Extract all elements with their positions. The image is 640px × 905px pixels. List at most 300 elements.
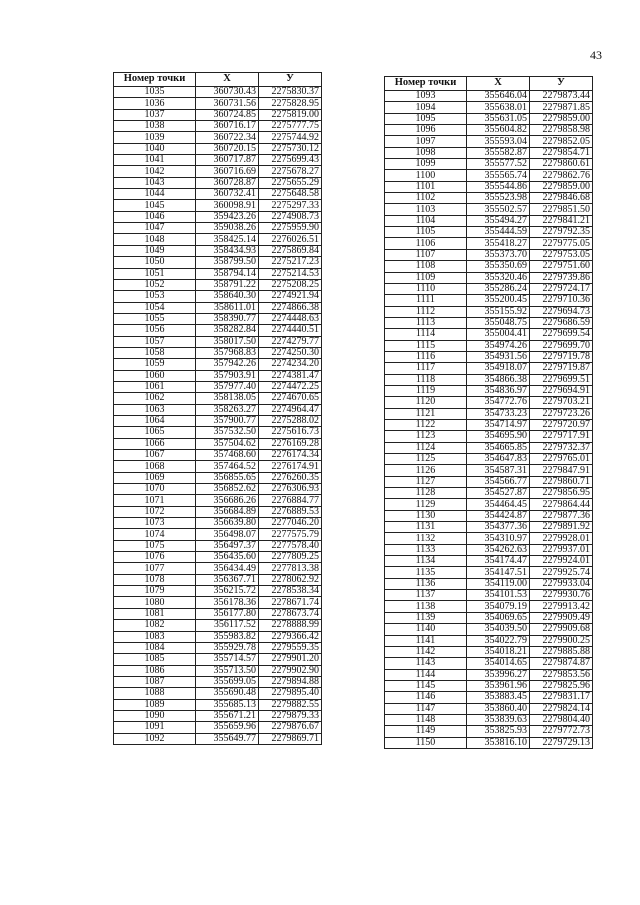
cell-point-number: 1125 [385, 454, 467, 465]
cell-point-number: 1108 [385, 261, 467, 272]
cell-y: 2279710.36 [530, 295, 593, 306]
cell-y: 2279717.91 [530, 431, 593, 442]
cell-x: 360730.43 [196, 87, 259, 98]
cell-y: 2279751.60 [530, 261, 593, 272]
table-row [114, 665, 322, 676]
cell-y: 2275819.00 [259, 109, 322, 120]
table-row [385, 215, 593, 226]
cell-point-number: 1136 [385, 578, 467, 589]
cell-x: 354931.56 [467, 351, 530, 362]
cell-y: 2279874.87 [530, 658, 593, 669]
cell-x: 359038.26 [196, 223, 259, 234]
table-row [114, 336, 322, 347]
cell-y: 2275288.02 [259, 415, 322, 426]
cell-point-number: 1042 [114, 166, 196, 177]
table-row [114, 143, 322, 154]
cell-point-number: 1049 [114, 245, 196, 256]
cell-point-number: 1087 [114, 676, 196, 687]
cell-x: 360716.69 [196, 166, 259, 177]
cell-x: 354069.65 [467, 612, 530, 623]
cell-point-number: 1073 [114, 518, 196, 529]
cell-point-number: 1035 [114, 87, 196, 98]
cell-point-number: 1135 [385, 567, 467, 578]
cell-point-number: 1143 [385, 658, 467, 669]
table-row [114, 98, 322, 109]
cell-x: 354527.87 [467, 488, 530, 499]
table-row [385, 272, 593, 283]
cell-point-number: 1127 [385, 476, 467, 487]
cell-x: 355418.27 [467, 238, 530, 249]
table-row [385, 590, 593, 601]
cell-y: 2278538.34 [259, 586, 322, 597]
table-row [114, 450, 322, 461]
cell-x: 355929.78 [196, 642, 259, 653]
cell-point-number: 1130 [385, 510, 467, 521]
cell-x: 354022.79 [467, 635, 530, 646]
table-row [114, 472, 322, 483]
cell-point-number: 1096 [385, 125, 467, 136]
table-row [385, 91, 593, 102]
cell-x: 356686.26 [196, 495, 259, 506]
cell-y: 2279909.49 [530, 612, 593, 623]
cell-x: 355577.52 [467, 159, 530, 170]
cell-y: 2279847.91 [530, 465, 593, 476]
cell-point-number: 1074 [114, 529, 196, 540]
table-row [114, 302, 322, 313]
cell-point-number: 1088 [114, 688, 196, 699]
cell-x: 354772.76 [467, 397, 530, 408]
table-row [385, 431, 593, 442]
cell-x: 355350.69 [467, 261, 530, 272]
table-row [385, 737, 593, 748]
cell-point-number: 1110 [385, 283, 467, 294]
cell-x: 360720.15 [196, 143, 259, 154]
cell-y: 2275297.33 [259, 200, 322, 211]
cell-point-number: 1147 [385, 703, 467, 714]
cell-point-number: 1120 [385, 397, 467, 408]
cell-point-number: 1098 [385, 147, 467, 158]
cell-y: 2279902.90 [259, 665, 322, 676]
cell-y: 2279876.67 [259, 722, 322, 733]
cell-y: 2274908.73 [259, 211, 322, 222]
cell-point-number: 1064 [114, 415, 196, 426]
cell-point-number: 1059 [114, 359, 196, 370]
cell-y: 2279366.42 [259, 631, 322, 642]
table-row [385, 317, 593, 328]
cell-point-number: 1072 [114, 506, 196, 517]
cell-point-number: 1075 [114, 540, 196, 551]
cell-x: 358799.50 [196, 257, 259, 268]
cell-x: 357968.83 [196, 347, 259, 358]
cell-y: 2274250.30 [259, 347, 322, 358]
coordinates-table-right [384, 76, 593, 749]
cell-y: 2279894.88 [259, 676, 322, 687]
cell-x: 355373.70 [467, 249, 530, 260]
cell-point-number: 1109 [385, 272, 467, 283]
table-row [114, 676, 322, 687]
cell-y: 2274866.38 [259, 302, 322, 313]
cell-x: 360731.56 [196, 98, 259, 109]
table-row [114, 381, 322, 392]
cell-point-number: 1132 [385, 533, 467, 544]
table-row [385, 329, 593, 340]
cell-point-number: 1053 [114, 291, 196, 302]
cell-y: 2274921.94 [259, 291, 322, 302]
cell-y: 2276260.35 [259, 472, 322, 483]
cell-y: 2276306.93 [259, 484, 322, 495]
cell-x: 358017.50 [196, 336, 259, 347]
cell-y: 2279846.68 [530, 193, 593, 204]
cell-point-number: 1057 [114, 336, 196, 347]
cell-y: 2279694.73 [530, 306, 593, 317]
table-row [114, 325, 322, 336]
cell-point-number: 1134 [385, 556, 467, 567]
cell-y: 2275699.43 [259, 155, 322, 166]
cell-point-number: 1067 [114, 450, 196, 461]
cell-point-number: 1085 [114, 654, 196, 665]
table-row [385, 510, 593, 521]
cell-x: 360722.34 [196, 132, 259, 143]
cell-y: 2279686.59 [530, 317, 593, 328]
cell-x: 360716.17 [196, 121, 259, 132]
cell-x: 353961.96 [467, 680, 530, 691]
cell-point-number: 1044 [114, 189, 196, 200]
header-point-number: Номер точки [114, 73, 196, 87]
cell-point-number: 1126 [385, 465, 467, 476]
cell-x: 355671.21 [196, 710, 259, 721]
header-y: У [259, 73, 322, 87]
table-row [385, 522, 593, 533]
cell-y: 2279873.44 [530, 91, 593, 102]
cell-y: 2275730.12 [259, 143, 322, 154]
table-row [114, 733, 322, 744]
table-row [385, 692, 593, 703]
cell-y: 2279933.04 [530, 578, 593, 589]
cell-y: 2274472.25 [259, 381, 322, 392]
cell-y: 2279719.87 [530, 363, 593, 374]
cell-point-number: 1046 [114, 211, 196, 222]
cell-x: 354714.97 [467, 419, 530, 430]
cell-point-number: 1058 [114, 347, 196, 358]
cell-y: 2276884.77 [259, 495, 322, 506]
cell-x: 355714.57 [196, 654, 259, 665]
cell-y: 2279699.51 [530, 374, 593, 385]
cell-point-number: 1141 [385, 635, 467, 646]
cell-y: 2277046.20 [259, 518, 322, 529]
cell-point-number: 1100 [385, 170, 467, 181]
cell-point-number: 1133 [385, 544, 467, 555]
cell-x: 355004.41 [467, 329, 530, 340]
cell-point-number: 1115 [385, 340, 467, 351]
cell-point-number: 1119 [385, 385, 467, 396]
cell-y: 2279925.74 [530, 567, 593, 578]
cell-point-number: 1050 [114, 257, 196, 268]
cell-point-number: 1122 [385, 419, 467, 430]
cell-y: 2279775.05 [530, 238, 593, 249]
cell-y: 2277575.79 [259, 529, 322, 540]
cell-y: 2275655.29 [259, 177, 322, 188]
cell-x: 354079.19 [467, 601, 530, 612]
cell-x: 357532.50 [196, 427, 259, 438]
cell-x: 355320.46 [467, 272, 530, 283]
cell-point-number: 1123 [385, 431, 467, 442]
cell-point-number: 1129 [385, 499, 467, 510]
cell-x: 354464.45 [467, 499, 530, 510]
cell-y: 2274448.63 [259, 313, 322, 324]
cell-y: 2279753.05 [530, 249, 593, 260]
cell-y: 2275217.23 [259, 257, 322, 268]
cell-x: 357464.52 [196, 461, 259, 472]
table-row [114, 495, 322, 506]
cell-y: 2279699.70 [530, 340, 593, 351]
cell-point-number: 1092 [114, 733, 196, 744]
table-row [114, 518, 322, 529]
table-row [114, 155, 322, 166]
cell-y: 2275959.90 [259, 223, 322, 234]
table-row [114, 313, 322, 324]
table-row [385, 238, 593, 249]
cell-x: 356367.71 [196, 574, 259, 585]
coordinates-table-left [113, 72, 322, 745]
cell-y: 2279864.44 [530, 499, 593, 510]
cell-y: 2276174.34 [259, 450, 322, 461]
cell-x: 355659.96 [196, 722, 259, 733]
cell-y: 2278888.99 [259, 620, 322, 631]
table-row [114, 552, 322, 563]
cell-point-number: 1084 [114, 642, 196, 653]
table-row [114, 177, 322, 188]
cell-x: 357903.91 [196, 370, 259, 381]
cell-x: 355155.92 [467, 306, 530, 317]
cell-y: 2275744.92 [259, 132, 322, 143]
cell-y: 2276174.91 [259, 461, 322, 472]
cell-x: 358794.14 [196, 268, 259, 279]
table-row [114, 200, 322, 211]
cell-point-number: 1105 [385, 227, 467, 238]
cell-point-number: 1069 [114, 472, 196, 483]
table-row [385, 374, 593, 385]
cell-y: 2279909.68 [530, 624, 593, 635]
cell-x: 355646.04 [467, 91, 530, 102]
table-header-row [114, 73, 322, 87]
cell-y: 2275648.58 [259, 189, 322, 200]
cell-y: 2274964.47 [259, 404, 322, 415]
cell-point-number: 1093 [385, 91, 467, 102]
cell-y: 2276889.53 [259, 506, 322, 517]
cell-y: 2279825.96 [530, 680, 593, 691]
table-row [385, 533, 593, 544]
cell-x: 355200.45 [467, 295, 530, 306]
cell-x: 354974.26 [467, 340, 530, 351]
cell-x: 356855.65 [196, 472, 259, 483]
cell-y: 2279877.36 [530, 510, 593, 521]
cell-x: 360732.41 [196, 189, 259, 200]
table-row [385, 147, 593, 158]
cell-point-number: 1083 [114, 631, 196, 642]
cell-y: 2278673.74 [259, 608, 322, 619]
cell-point-number: 1045 [114, 200, 196, 211]
cell-x: 356435.60 [196, 552, 259, 563]
table-row [385, 113, 593, 124]
table-row [385, 703, 593, 714]
cell-x: 355983.82 [196, 631, 259, 642]
table-header-row [385, 77, 593, 91]
cell-y: 2275616.73 [259, 427, 322, 438]
cell-point-number: 1062 [114, 393, 196, 404]
cell-point-number: 1137 [385, 590, 467, 601]
cell-point-number: 1145 [385, 680, 467, 691]
cell-x: 354039.50 [467, 624, 530, 635]
table-row [385, 170, 593, 181]
cell-point-number: 1112 [385, 306, 467, 317]
table-row [385, 556, 593, 567]
cell-point-number: 1039 [114, 132, 196, 143]
cell-y: 2276169.28 [259, 438, 322, 449]
cell-x: 355286.24 [467, 283, 530, 294]
cell-point-number: 1104 [385, 215, 467, 226]
cell-x: 357900.77 [196, 415, 259, 426]
table-row [114, 279, 322, 290]
cell-x: 354377.36 [467, 522, 530, 533]
cell-x: 354866.38 [467, 374, 530, 385]
cell-point-number: 1037 [114, 109, 196, 120]
cell-y: 2279901.20 [259, 654, 322, 665]
cell-y: 2279860.71 [530, 476, 593, 487]
cell-point-number: 1144 [385, 669, 467, 680]
cell-x: 360724.85 [196, 109, 259, 120]
table-row [114, 189, 322, 200]
table-row [385, 204, 593, 215]
cell-x: 355631.05 [467, 113, 530, 124]
cell-x: 354836.97 [467, 385, 530, 396]
cell-x: 355444.59 [467, 227, 530, 238]
cell-x: 356639.80 [196, 518, 259, 529]
table-row [385, 306, 593, 317]
cell-point-number: 1128 [385, 488, 467, 499]
cell-x: 354733.23 [467, 408, 530, 419]
cell-y: 2279851.50 [530, 204, 593, 215]
cell-point-number: 1139 [385, 612, 467, 623]
cell-x: 356852.62 [196, 484, 259, 495]
table-row [385, 340, 593, 351]
cell-x: 353816.10 [467, 737, 530, 748]
cell-point-number: 1040 [114, 143, 196, 154]
table-row [385, 442, 593, 453]
page-number: 43 [590, 48, 602, 62]
cell-x: 354566.77 [467, 476, 530, 487]
table-row [385, 601, 593, 612]
cell-y: 2279703.21 [530, 397, 593, 408]
cell-x: 358138.05 [196, 393, 259, 404]
cell-y: 2277813.38 [259, 563, 322, 574]
cell-point-number: 1063 [114, 404, 196, 415]
cell-point-number: 1118 [385, 374, 467, 385]
cell-x: 353825.93 [467, 726, 530, 737]
cell-y: 2279858.98 [530, 125, 593, 136]
cell-x: 356117.52 [196, 620, 259, 631]
cell-y: 2274670.65 [259, 393, 322, 404]
table-row [385, 159, 593, 170]
table-row [385, 499, 593, 510]
cell-x: 354147.51 [467, 567, 530, 578]
table-row [114, 563, 322, 574]
cell-y: 2275828.95 [259, 98, 322, 109]
cell-x: 357504.62 [196, 438, 259, 449]
table-row [385, 680, 593, 691]
table-row [385, 454, 593, 465]
cell-y: 2275777.75 [259, 121, 322, 132]
table-row [114, 699, 322, 710]
cell-x: 356498.07 [196, 529, 259, 540]
cell-x: 355544.86 [467, 181, 530, 192]
cell-y: 2277578.40 [259, 540, 322, 551]
cell-point-number: 1055 [114, 313, 196, 324]
cell-point-number: 1148 [385, 714, 467, 725]
cell-point-number: 1066 [114, 438, 196, 449]
table-row [114, 359, 322, 370]
cell-x: 355582.87 [467, 147, 530, 158]
cell-x: 356215.72 [196, 586, 259, 597]
table-row [385, 635, 593, 646]
cell-point-number: 1114 [385, 329, 467, 340]
table-row [114, 484, 322, 495]
cell-x: 360728.87 [196, 177, 259, 188]
cell-point-number: 1043 [114, 177, 196, 188]
table-row [114, 654, 322, 665]
cell-x: 354014.65 [467, 658, 530, 669]
cell-y: 2279804.40 [530, 714, 593, 725]
cell-point-number: 1140 [385, 624, 467, 635]
cell-y: 2279853.56 [530, 669, 593, 680]
cell-x: 358263.27 [196, 404, 259, 415]
cell-x: 358791.22 [196, 279, 259, 290]
table-row [114, 223, 322, 234]
cell-point-number: 1061 [114, 381, 196, 392]
cell-y: 2279930.76 [530, 590, 593, 601]
cell-point-number: 1094 [385, 102, 467, 113]
cell-x: 353860.40 [467, 703, 530, 714]
cell-y: 2279699.54 [530, 329, 593, 340]
cell-x: 355048.75 [467, 317, 530, 328]
table-row [114, 710, 322, 721]
cell-point-number: 1101 [385, 181, 467, 192]
cell-x: 360717.87 [196, 155, 259, 166]
table-row [114, 109, 322, 120]
cell-y: 2279831.17 [530, 692, 593, 703]
cell-x: 355604.82 [467, 125, 530, 136]
cell-x: 354018.21 [467, 646, 530, 657]
table-row [114, 132, 322, 143]
cell-x: 356434.49 [196, 563, 259, 574]
cell-y: 2279900.25 [530, 635, 593, 646]
cell-point-number: 1077 [114, 563, 196, 574]
cell-y: 2279729.13 [530, 737, 593, 748]
table-row [385, 193, 593, 204]
cell-x: 356177.80 [196, 608, 259, 619]
cell-point-number: 1142 [385, 646, 467, 657]
cell-y: 2279765.01 [530, 454, 593, 465]
cell-y: 2274381.47 [259, 370, 322, 381]
cell-x: 355494.27 [467, 215, 530, 226]
table-row [385, 385, 593, 396]
cell-x: 355699.05 [196, 676, 259, 687]
table-row [385, 249, 593, 260]
table-row [114, 370, 322, 381]
cell-y: 2275678.27 [259, 166, 322, 177]
cell-point-number: 1070 [114, 484, 196, 495]
cell-x: 355685.13 [196, 699, 259, 710]
cell-y: 2279694.91 [530, 385, 593, 396]
